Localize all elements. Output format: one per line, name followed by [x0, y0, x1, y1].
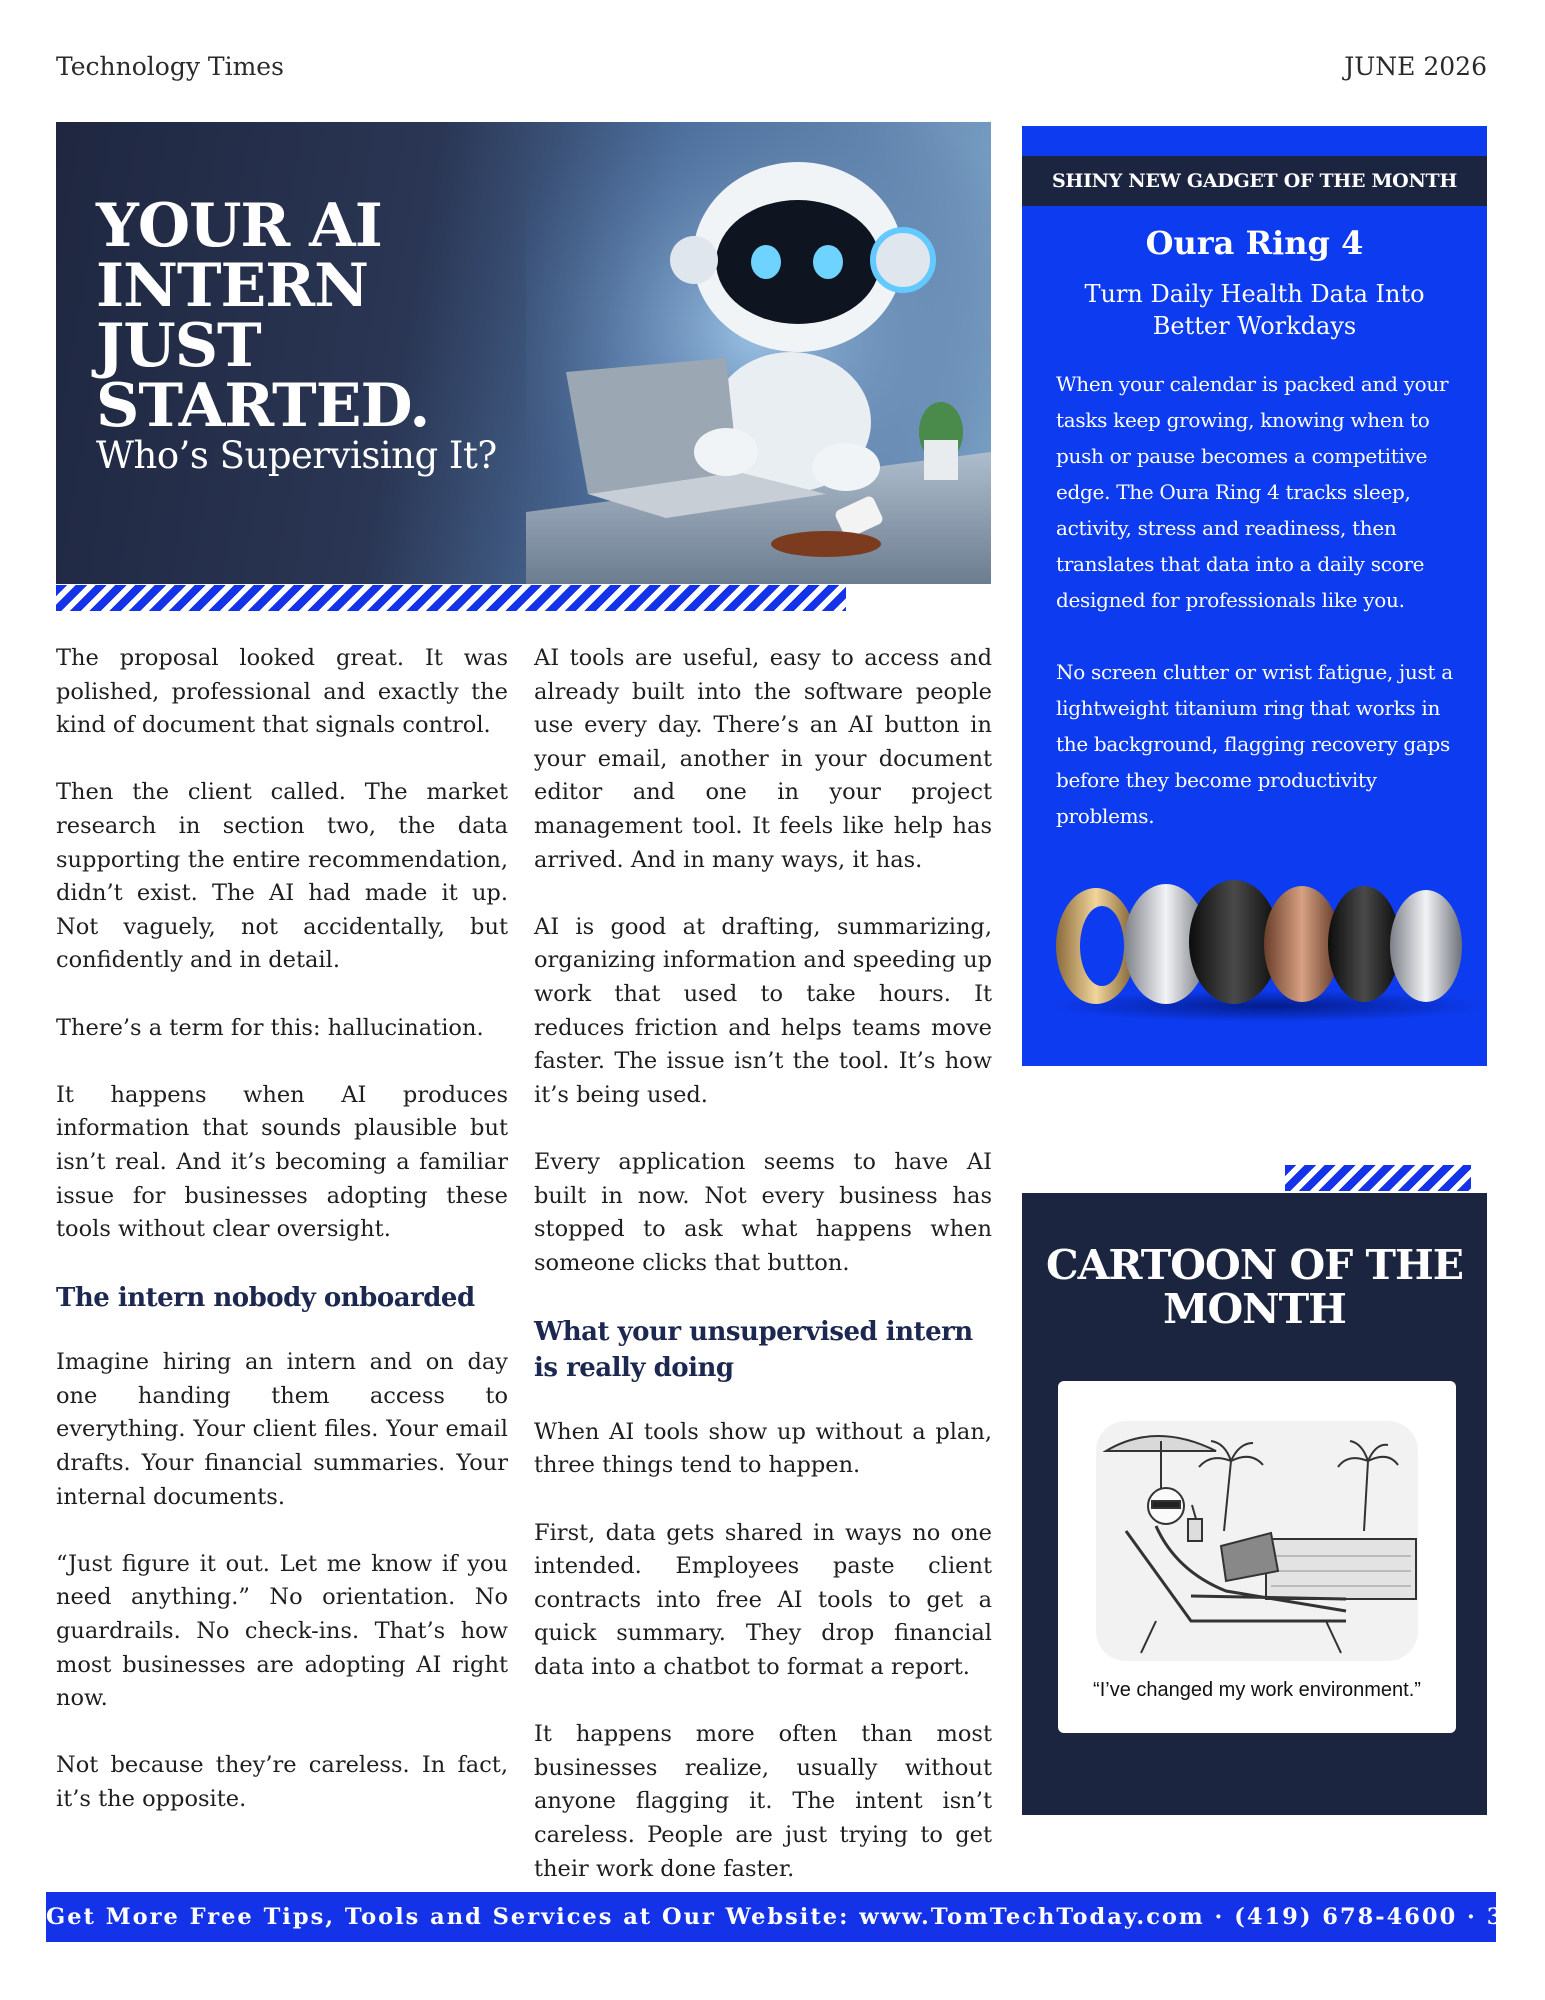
beach-laptop-cartoon [1096, 1421, 1418, 1661]
paragraph: “Just figure it out. Let me know if you need anything.” No orientation. No guardrails. No check-ins. That’s how most businesses are adopting AI right now. [56, 1550, 508, 1712]
gadget-description [1056, 366, 1461, 870]
paragraph: It happens more often than most businesses realize, usually without anyone flagging it. The intent isn’t careless. People are just trying to get their work done faster. [534, 1721, 992, 1882]
paragraph: Not because they’re careless. In fact, it’s the opposite. [56, 1752, 508, 1812]
paragraph: Then the client called. The market research in section two, the data supporting the entire recommendation, didn’t exist. The AI had made it up. Not vaguely, not accidentally, but confidently and in detail. [56, 779, 508, 974]
section-heading: What your unsupervised intern is really doing [534, 1316, 973, 1383]
paragraph: There’s a term for this: hallucination. [56, 1014, 484, 1041]
paragraph: The proposal looked great. It was polished, professional and exactly the kind of document that signals control. [56, 645, 508, 739]
gadget-of-the-month-box [1022, 126, 1487, 1066]
gadget-tagline: Turn Daily Health Data Into Better Workdays [1084, 280, 1425, 340]
headline: YOUR AI INTERN JUST STARTED. [96, 191, 430, 441]
paragraph: Every application seems to have AI built in now. Not every business has stopped to ask what happens when someone clicks that button. [534, 1148, 992, 1276]
cartoon-section-title: CARTOON OF THE MONTH [1045, 1241, 1464, 1333]
stripe-divider [1285, 1165, 1471, 1191]
footer-banner: Get More Free Tips, Tools and Services at Our Website: www.TomTechToday.com · (419) 678-4600 · 3 [46, 1892, 1496, 1942]
paragraph: First, data gets shared in ways no one intended. Employees paste client contracts into free AI tools to get a quick summary. They drop financial data into a chatbot to format a report. [534, 1519, 992, 1681]
paragraph: No screen clutter or wrist fatigue, just a lightweight titanium ring that works in the background, flagging recovery gaps before they become productivity problems. [1056, 660, 1453, 828]
cartoon-caption: “I’ve changed my work environment.” [1093, 1679, 1421, 1701]
gadget-section-label: SHINY NEW GADGET OF THE MONTH [1022, 156, 1487, 206]
robot-at-laptop-illustration [526, 122, 991, 584]
publication-name: Technology Times [56, 52, 284, 81]
article-column-middle [534, 642, 992, 1920]
gadget-name: Oura Ring 4 [1145, 224, 1364, 262]
cartoon-of-the-month-box [1022, 1193, 1487, 1815]
paragraph: AI tools are useful, easy to access and already built into the software people use every day. There’s an AI button in your email, another in your document editor and one in your project management tool. It feels like help has arrived. And in many ways, it has. [534, 645, 992, 873]
paragraph: Imagine hiring an intern and on day one handing them access to everything. Your client files. Your email drafts. Your financial summaries. Your internal documents. [56, 1349, 508, 1510]
cartoon-card [1058, 1381, 1456, 1733]
paragraph: When AI tools show up without a plan, three things tend to happen. [534, 1418, 992, 1479]
section-heading: The intern nobody onboarded [56, 1283, 475, 1314]
paragraph: When your calendar is packed and your tasks keep growing, knowing when to push or pause becomes a competitive edge. The Oura Ring 4 tracks sleep, activity, stress and readiness, then translates that data into a daily score designed for professionals like you. [1056, 372, 1449, 612]
headline-subtitle: Who’s Supervising It? [96, 434, 497, 477]
paragraph: AI is good at drafting, summarizing, organizing information and speeding up work that used to take hours. It reduces friction and helps teams move faster. The issue isn’t the tool. It’s how it’s being used. [534, 913, 992, 1108]
stripe-divider [56, 585, 846, 611]
issue-date: JUNE 2026 [1344, 52, 1487, 81]
paragraph: It happens when AI produces information that sounds plausible but isn’t real. And it’s becoming a familiar issue for businesses adopting these tools without clear oversight. [56, 1081, 508, 1243]
hero-banner [56, 122, 991, 584]
article-column-left [56, 642, 508, 1850]
oura-rings-image [1044, 866, 1514, 1026]
